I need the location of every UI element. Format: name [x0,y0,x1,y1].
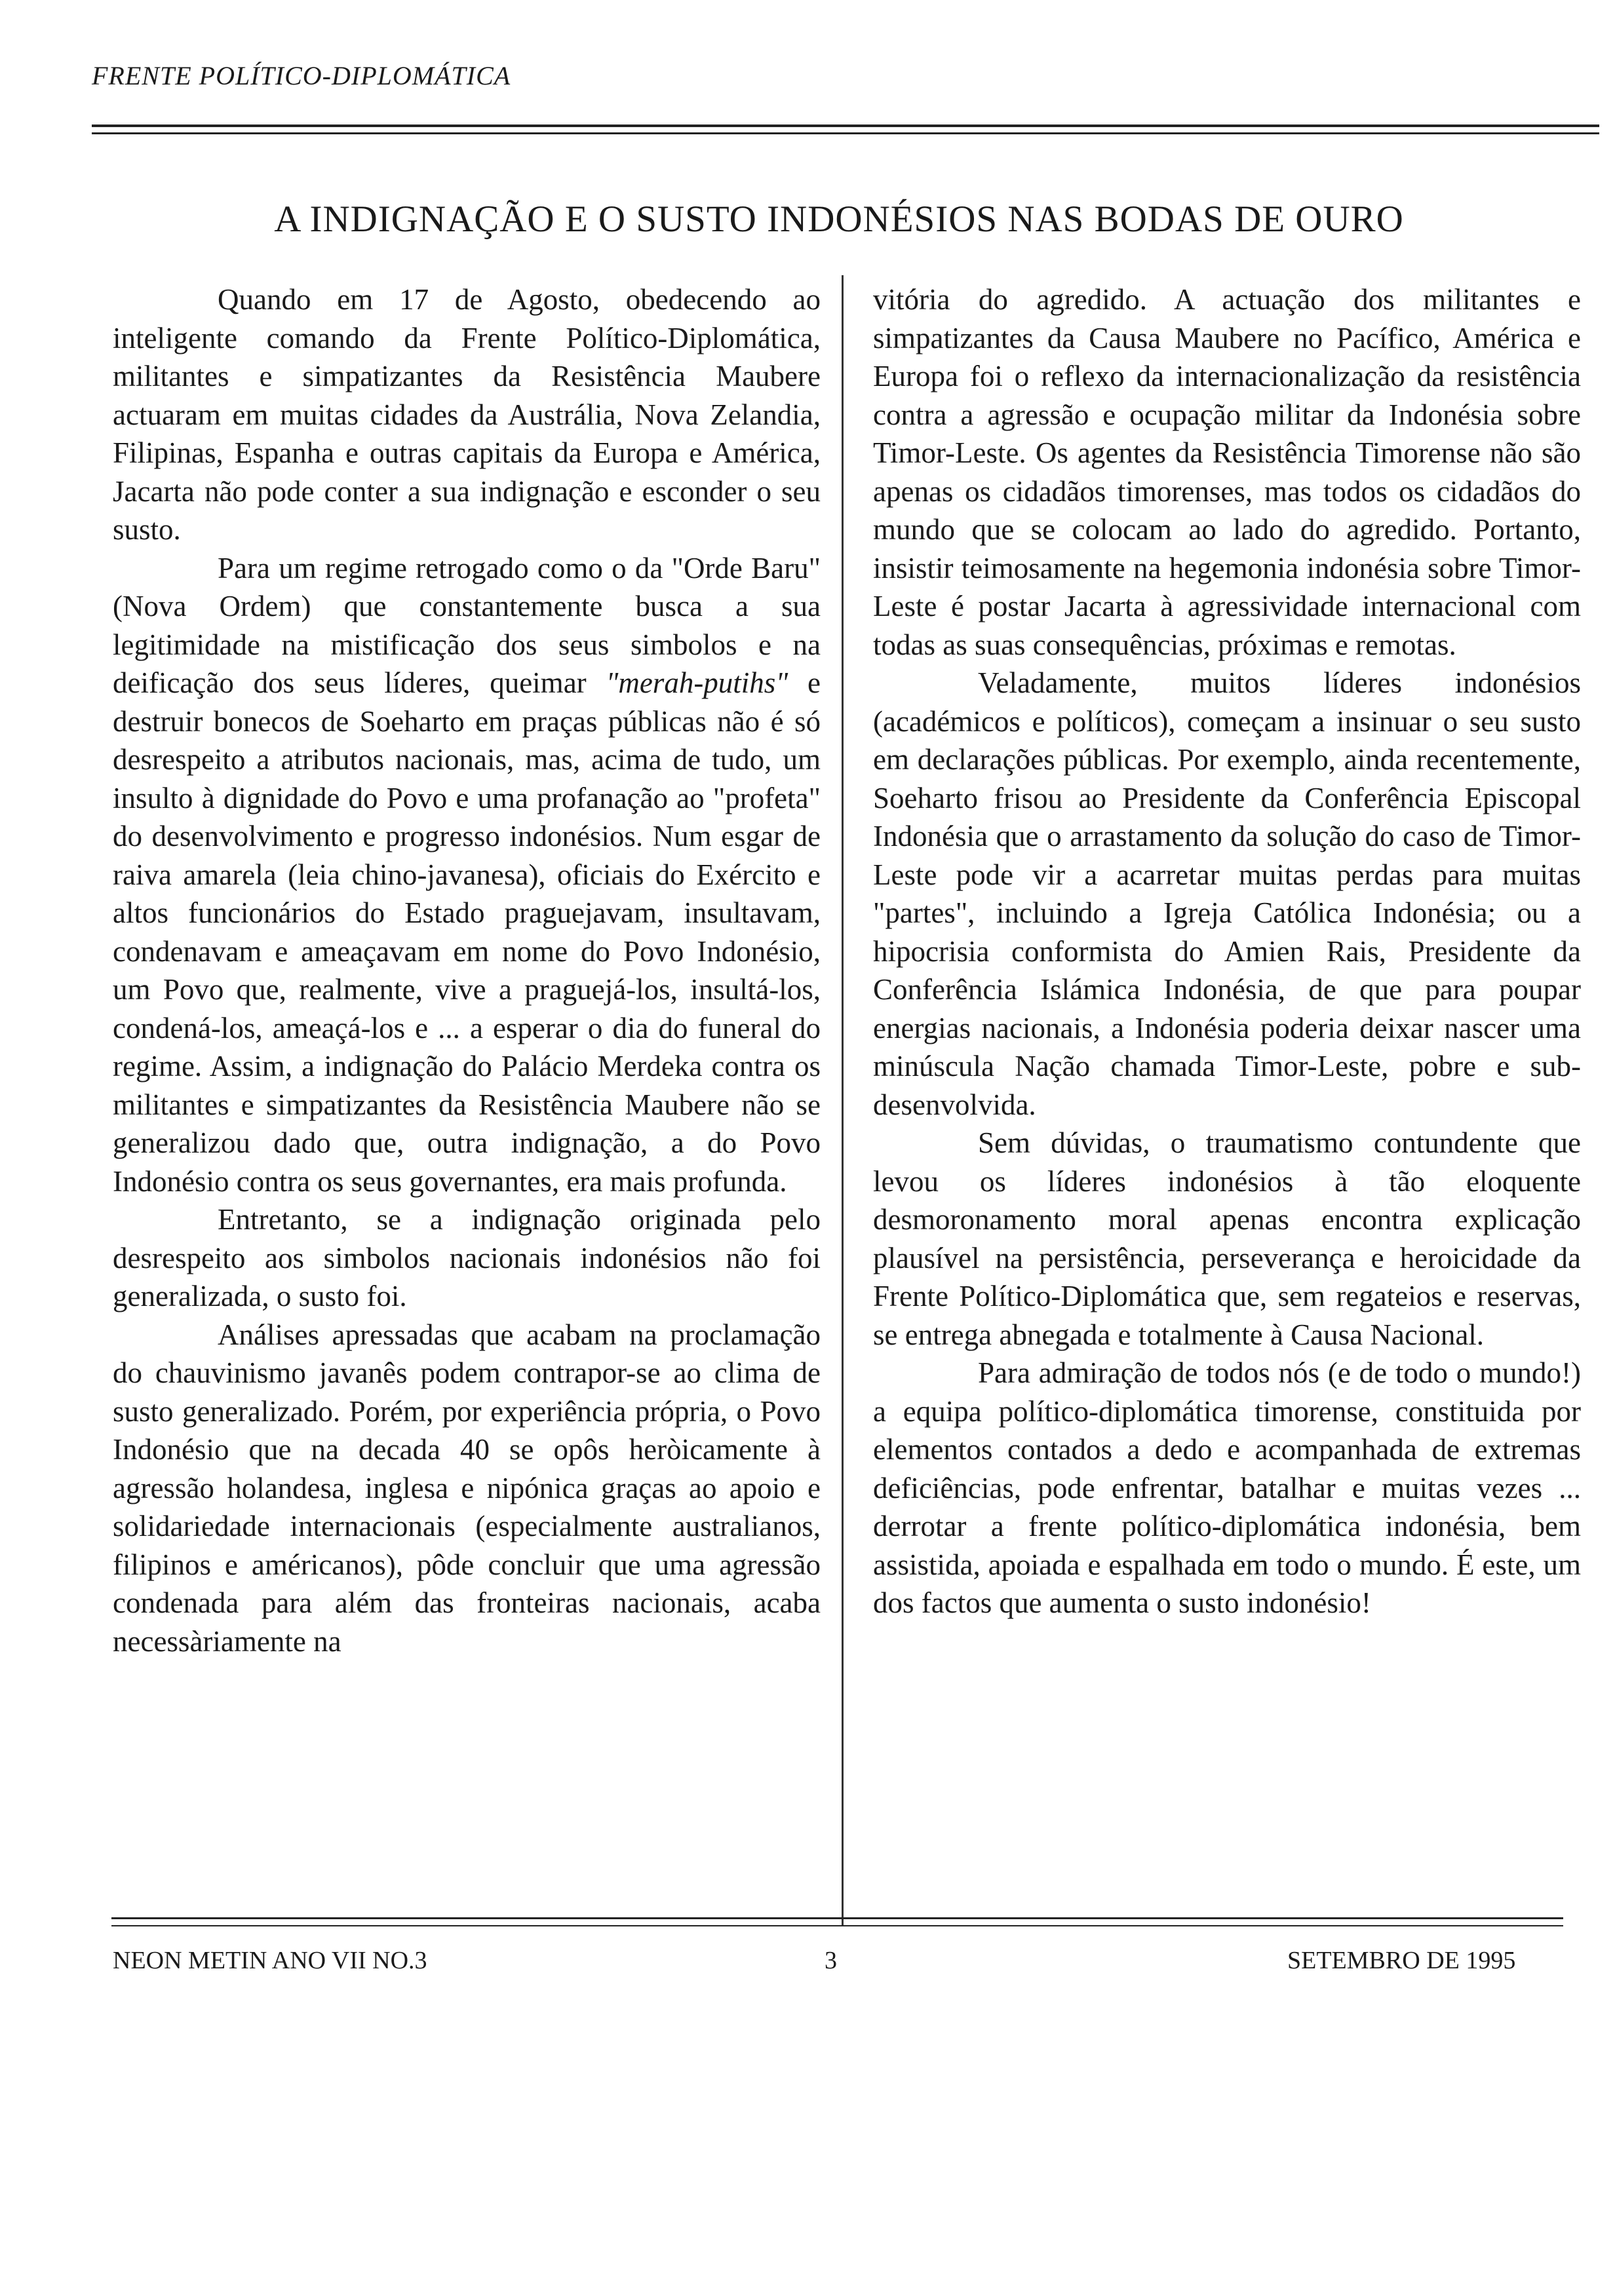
paragraph: Análises apressadas que acabam na proclamação do chauvinismo javanês podem contrapor-se ao clima de susto generalizado. Porém, por experiência própria, o Povo Indonésio que na decada 40 se opôs heròicamente à agressão holandesa, inglesa e nipónica graças ao apoio e solidariedade internacionais (especialmente australianos, filipinos e américanos), pôde concluir que uma agressão condenada para além das fronteiras nacionais, acaba necessàriamente na [113,1318,821,1658]
article-title: A INDIGNAÇÃO E O SUSTO INDONÉSIOS NAS BODAS DE OURO [274,199,1404,240]
paragraph: vitória do agredido. A actuação dos militantes e simpatizantes da Causa Maubere no Pacífico, América e Europa foi o reflexo da internacionalização da resistência contra a agressão e ocupação militar da Indonésia sobre Timor-Leste. Os agentes da Resistência Timorense não são apenas os cidadãos timorenses, mas todos os cidadãos do mundo que se colocam ao lado do agredido. Portanto, insistir teimosamente na hegemonia indonésia sobre Timor-Leste é postar Jacarta à agressividade internacional com todas as suas consequências, próximas e remotas. [873,283,1581,661]
footer-date: SETEMBRO DE 1995 [1287,1947,1516,1974]
italic-term: "merah-putihs" [606,666,788,699]
paragraph [113,549,821,1201]
paragraph: Para admiração de todos nós (e de todo o mundo!) a equipa político-diplomática timorense, constituida por elementos contados a dedo e acompanhada de extremas deficiências, pode enfrentar, batalhar e muitas vezes ... derrotar a frente político-diplomática indonésia, bem assistida, apoiada e espalhada em todo o mundo. É este, um dos factos que aumenta o susto indonésio! [873,1356,1581,1619]
paragraph: Entretanto, se a indignação originada pelo desrespeito aos simbolos nacionais indonésios não foi generalizada, o susto foi. [113,1203,821,1312]
paragraph-text: Para um regime retrogado como o da "Orde Baru" (Nova Ordem) que constantemente busca a sua legitimidade na mistificação dos seus simbolos e na deificação dos seus líderes, queimar [113,551,821,699]
column-divider [842,275,844,1926]
section-label: FRENTE POLÍTICO-DIPLOMÁTICA [92,61,511,90]
paragraph: Quando em 17 de Agosto, obedecendo ao inteligente comando da Frente Político-Diplomática, militantes e simpatizantes da Resistência Maubere actuaram em muitas cidades da Austrália, Nova Zelandia, Filipinas, Espanha e outras capitais da Europa e América, Jacarta não pode conter a sua indignação e esconder o seu susto. [113,283,821,546]
paragraph: Veladamente, muitos líderes indonésios (académicos e políticos), começam a insinuar o seu susto em declarações públicas. Por exemplo, ainda recentemente, Soeharto frisou ao Presidente da Conferência Episcopal Indonésia que o arrastamento da solução do caso de Timor-Leste pode vir a acarretar muitas perdas para muitas "partes", incluindo a Igreja Católica Indonésia; ou a hipocrisia conformista do Amien Rais, Presidente da Conferência Islámica Indonésia, de que para poupar energias nacionais, a Indonésia poderia deixar nascer uma minúscula Nação chamada Timor-Leste, pobre e sub-desenvolvida. [873,666,1581,1121]
footer-rule-thin [111,1925,1563,1926]
right-column [873,280,1581,1622]
footer-rule-thick [111,1917,1563,1919]
paragraph: Sem dúvidas, o traumatismo contundente que levou os líderes indonésios à tão eloquente desmoronamento moral apenas encontra explicação plausível na persistência, perseverança e heroicidade da Frente Político-Diplomática que, sem regateios e reservas, se entrega abnegada e totalmente à Causa Nacional. [873,1126,1581,1351]
left-column [113,280,821,1660]
paragraph-text: e destruir bonecos de Soeharto em praças públicas não é só desrespeito a atributos nacionais, mas, acima de tudo, um insulto à dignidade do Povo e uma profanação ao "profeta" do desenvolvimento e progresso indonésios. Num esgar de raiva amarela (leia chino-javanesa), oficiais do Exército e altos funcionários do Estado praguejavam, insultavam, condenavam e ameaçavam em nome do Povo Indonésio, um Povo que, realmente, vive a praguejá-los, insultá-los, condená-los, ameaçá-los e ... a esperar o dia do funeral do regime. Assim, a indignação do Palácio Merdeka contra os militantes e simpatizantes da Resistência Maubere não se generalizou dado que, outra indignação, a do Povo Indonésio contra os seus governantes, era mais profunda. [113,666,821,1198]
footer-publication: NEON METIN ANO VII NO.3 [113,1947,427,1974]
header-rule-thin [92,132,1599,134]
header-rule-thick [92,124,1599,127]
footer-page-number: 3 [825,1947,837,1974]
